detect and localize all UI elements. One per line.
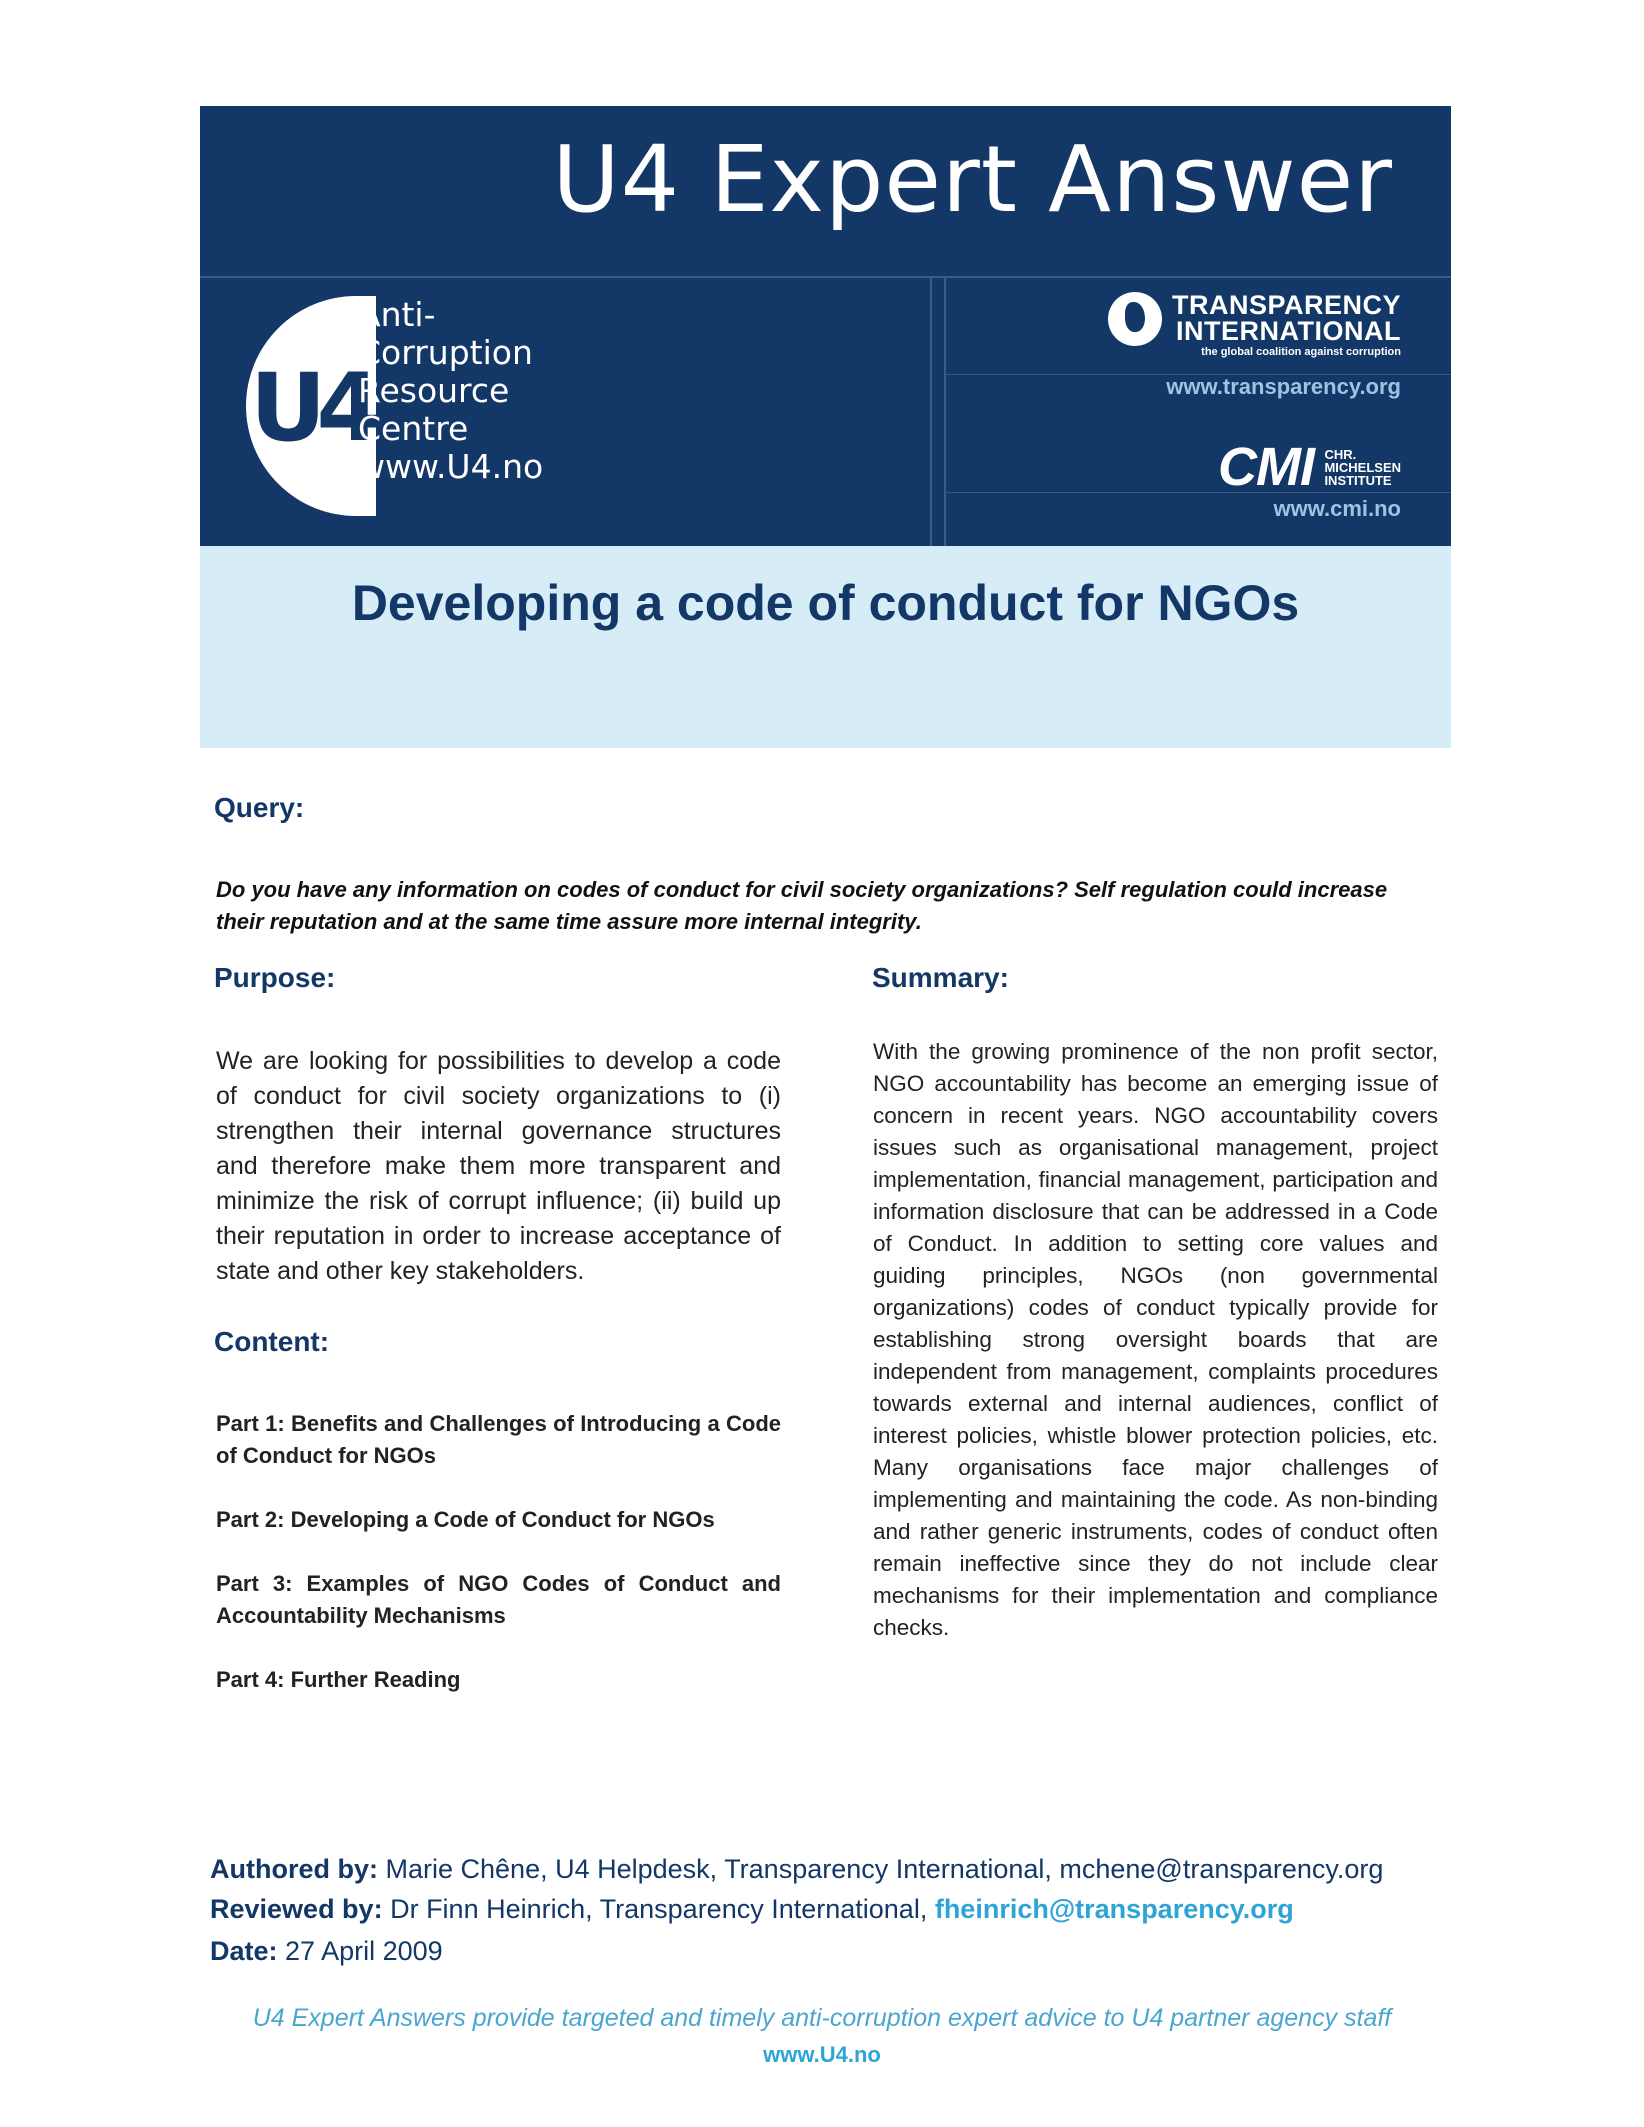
footer-url-link[interactable]: www.U4.no — [763, 2042, 881, 2067]
authored-label: Authored by: — [210, 1854, 378, 1884]
banner-divider — [944, 278, 946, 546]
content-item: Part 3: Examples of NGO Codes of Conduct and Accountability Mechanisms — [216, 1571, 781, 1628]
title-band — [200, 546, 1451, 748]
content-list — [216, 1408, 781, 1728]
cmi-word: CHR. — [1324, 446, 1357, 462]
cmi-mark: CMI — [1218, 437, 1314, 497]
ti-tagline: the global coalition against corruption — [1201, 346, 1401, 358]
summary-text: With the growing prominence of the non profit sector, NGO accountability has become an emerging issue of concern in recent years. NGO accountability covers issues such as organisational management, project implementation, financial management, participation and information disclosure that can be addressed in a Code of Conduct. In addition to setting core values and guiding principles, NGOs (non governmental organizations) codes of conduct typically provide for establishing strong oversight boards that are independent from management, complaints procedures towards external and internal audiences, conflict of interest policies, whistle blower protection policies, etc. Many organisations face major challenges of implementing and maintaining the code. As non-binding and rather generic instruments, codes of conduct often remain ineffective since they do not include clear mechanisms for their implementation and compliance checks. — [873, 1039, 1438, 1640]
cmi-words — [1324, 448, 1401, 487]
ti-url-link[interactable]: www.transparency.org — [1166, 374, 1401, 399]
content-heading: Content: — [214, 1326, 330, 1357]
u4-logo-line: Centre — [358, 409, 469, 448]
authored-by — [210, 1854, 1383, 1885]
content-item: Part 2: Developing a Code of Conduct for NGOs — [216, 1507, 715, 1532]
document-title: Developing a code of conduct for NGOs — [351, 575, 1300, 631]
authored-value: Marie Chêne, U4 Helpdesk, Transparency International, mchene@transparency.org — [385, 1854, 1384, 1884]
document-date — [210, 1936, 443, 1967]
banner-divider — [200, 276, 1451, 278]
banner-title: U4 Expert Answer — [552, 126, 1393, 233]
u4-logo-url: www.U4.no — [358, 447, 544, 486]
transparency-international-logo — [1172, 292, 1401, 358]
ti-name-line2: INTERNATIONAL — [1176, 316, 1401, 346]
u4-logo-line: Anti- — [358, 295, 436, 334]
query-text: Do you have any information on codes of conduct for civil society organizations? Self regulation could increase their reputation and at the same time assure more internal integrity. — [216, 877, 1388, 934]
reviewed-value: Dr Finn Heinrich, Transparency International, — [390, 1894, 935, 1924]
date-value: 27 April 2009 — [285, 1936, 443, 1966]
date-label: Date: — [210, 1936, 278, 1966]
cmi-logo — [1218, 436, 1401, 498]
cmi-word: INSTITUTE — [1324, 472, 1392, 488]
u4-logo — [246, 296, 376, 516]
u4-logo-line: Corruption — [358, 333, 533, 372]
banner-divider — [930, 278, 932, 546]
cmi-word: MICHELSEN — [1324, 459, 1401, 475]
reviewed-by — [210, 1894, 1294, 1925]
content-item: Part 4: Further Reading — [216, 1667, 461, 1692]
summary-heading: Summary: — [872, 962, 1009, 993]
globe-icon — [1108, 292, 1162, 346]
reviewed-label: Reviewed by: — [210, 1894, 383, 1924]
header-banner — [200, 106, 1451, 546]
u4-logo-line: Resource — [358, 371, 510, 410]
u4-logo-mark: U4 — [250, 354, 372, 463]
query-heading: Query: — [214, 792, 305, 823]
u4-logo-text — [358, 296, 543, 486]
reviewer-email-link[interactable]: fheinrich@transparency.org — [934, 1894, 1294, 1924]
cmi-url-link[interactable]: www.cmi.no — [1273, 496, 1401, 521]
purpose-heading: Purpose: — [214, 962, 336, 993]
content-item: Part 1: Benefits and Challenges of Introducing a Code of Conduct for NGOs — [216, 1411, 781, 1468]
footer-tagline: U4 Expert Answers provide targeted and timely anti-corruption expert advice to U4 partner agency staff — [252, 2004, 1392, 2032]
purpose-text: We are looking for possibilities to develop a code of conduct for civil society organizations to (i) strengthen their internal governance structures and therefore make them more transparent and minimize the risk of corrupt influence; (ii) build up their reputation in order to increase acceptance of state and other key stakeholders. — [216, 1047, 781, 1285]
ti-name-line1: TRANSPARENCY — [1171, 290, 1401, 320]
